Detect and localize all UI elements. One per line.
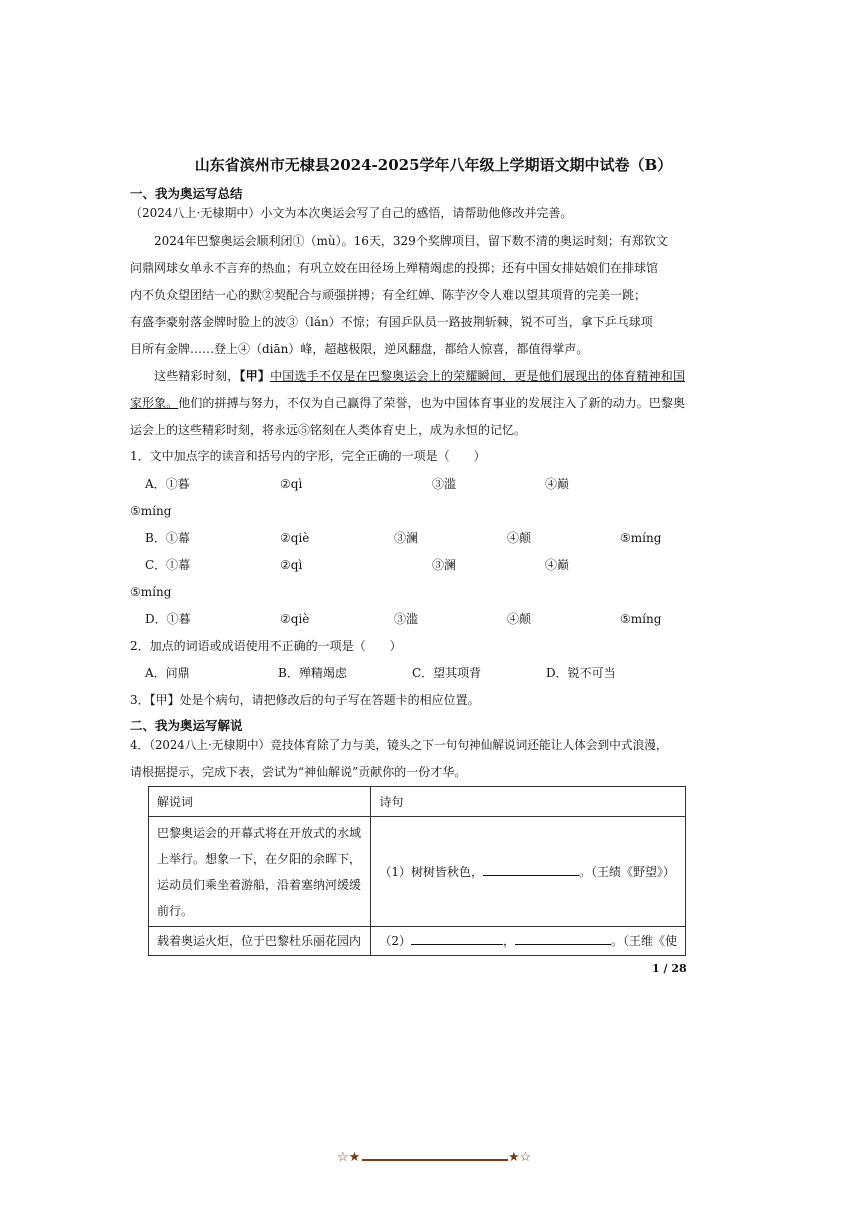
commentary-table [148,786,686,956]
q2-option-a: A．问鼎 [145,666,190,680]
para1-line-1: 2024年巴黎奥运会顺利闭①（mù）。16天，329个奖牌项目，留下数不清的奥运时刻；有郑钦文 [154,234,668,248]
q4-line-2: 请根据提示，完成下表，尝试为“神仙解说”贡献你的一份才华。 [130,765,467,779]
row1-left-line: 运动员们乘坐着游船，沿着塞纳河缓缓 [157,877,362,892]
q1-c-5: ⑤míng [130,585,172,599]
q1-b-2: ②qiè [280,531,310,545]
q3-stem: 3．【甲】处是个病句，请把修改后的句子写在答题卡的相应位置。 [130,693,480,707]
q1-a-4: ④巅 [545,477,570,491]
q1-b-5: ⑤míng [620,531,662,545]
q2-option-d: D．锐不可当 [546,666,616,680]
para2-rest: 他们的拼搏与努力，不仅为自己赢得了荣誉，也为中国体育事业的发展注入了新的动力。巴黎奥运会上的这些精彩时刻，将永远⑤铭刻在人类体育史上，成为永恒的记忆。 [130,396,685,437]
q1-c-4: ④巅 [545,558,570,572]
row1-poem-pre: （1）树树皆秋色， [379,864,483,879]
row1-poem-post: 。（王绩《野望》） [578,864,675,879]
q1-d-2: ②qiè [280,612,310,626]
page-number: 1 / 28 [652,962,687,975]
row1-left-line: 巴黎奥运会的开幕式将在开放式的水域 [157,825,362,840]
q4-line-1: 4．（2024八上·无棣期中）竞技体育除了力与美，镜头之下一句句神仙解说词还能让人体会到中式浪漫， [130,738,668,752]
row1-left-line: 上举行。想象一下，在夕阳的余晖下， [157,851,362,866]
table-header-poem: 诗句 [371,787,686,817]
q1-a-1: A．①暮 [145,477,190,491]
q2-option-b: B．殚精竭虑 [278,666,347,680]
para2 [130,363,685,444]
table-row [149,927,686,956]
section-1-source: （2024八上·无棣期中）小文为本次奥运会写了自己的感悟，请帮助他修改并完善。 [130,206,573,220]
table-row1-poem [371,817,686,927]
q1-a-5: ⑤míng [130,504,172,518]
q1-b-3: ③澜 [394,531,419,545]
q1-c-3: ③澜 [432,558,457,572]
q1-a-2: ②qì [280,477,303,491]
section-1-heading: 一、我为奥运写总结 [130,186,243,201]
para2-pre: 这些精彩时刻， [154,369,240,383]
table-row1-commentary [149,817,371,927]
answer-blank-1[interactable] [483,861,579,876]
para1-line-4: 有盛李豪射落金牌时脸上的波③（lán）不惊；有国乒队员一路披荆斩棘，锐不可当，拿下乒乓球项 [130,315,653,329]
table-row [149,817,686,927]
table-row2-poem [371,927,686,956]
q1-stem: 1．文中加点字的读音和括号内的字形，完全正确的一项是（ ） [130,449,486,463]
q1-c-1: C．①幕 [145,558,191,572]
footer-stars-right: ★☆ [508,1150,532,1165]
table-header-commentary: 解说词 [149,787,371,817]
q2-stem: 2．加点的词语或成语使用不正确的一项是（ ） [130,639,402,653]
q1-d-1: D．①暮 [145,612,191,626]
para1-line-5: 目所有金牌……登上④（diān）峰，超越极限，逆风翻盘，都给人惊喜，都值得掌声。 [130,342,589,356]
q1-b-4: ④颠 [507,531,532,545]
row1-left-line: 前行。 [157,903,194,918]
q2-option-c: C．望其项背 [412,666,482,680]
q1-d-4: ④颠 [507,612,532,626]
q1-d-5: ⑤míng [620,612,662,626]
q1-d-3: ③滥 [394,612,419,626]
table-row2-commentary: 载着奥运火炬，位于巴黎杜乐丽花园内 [149,927,371,956]
para1-line-2: 问鼎网球女单永不言弃的热血；有巩立姣在田径场上殚精竭虑的投掷；还有中国女排姑娘们在排球馆 [130,261,659,275]
answer-blank-2[interactable] [411,930,503,945]
row2-poem-mid: ， [502,934,515,948]
row2-poem-post: 。（王维《使 [610,934,677,948]
footer-divider [362,1159,508,1161]
row2-poem-pre: （2） [379,934,411,948]
footer-stars-left: ☆★ [337,1150,361,1165]
q1-b-1: B．①幕 [145,531,190,545]
q1-c-2: ②qì [280,558,303,572]
para2-tag: 【甲】 [239,369,271,383]
page-title: 山东省滨州市无棣县2024-2025学年八年级上学期语文期中试卷（B） [194,156,673,174]
table-header-row [149,787,686,817]
answer-blank-3[interactable] [515,930,611,945]
section-2-heading: 二、我为奥运写解说 [130,718,243,733]
para2-underlined: 中国选手不仅是在巴黎奥运会上的荣耀瞬间，更是他们展现出的体育精神和国家形象。 [130,369,685,410]
para1-line-3: 内不负众望团结一心的默②契配合与顽强拼搏；有全红婵、陈芋汐令人难以望其项背的完美一跳； [130,288,647,302]
q1-a-3: ③滥 [432,477,457,491]
